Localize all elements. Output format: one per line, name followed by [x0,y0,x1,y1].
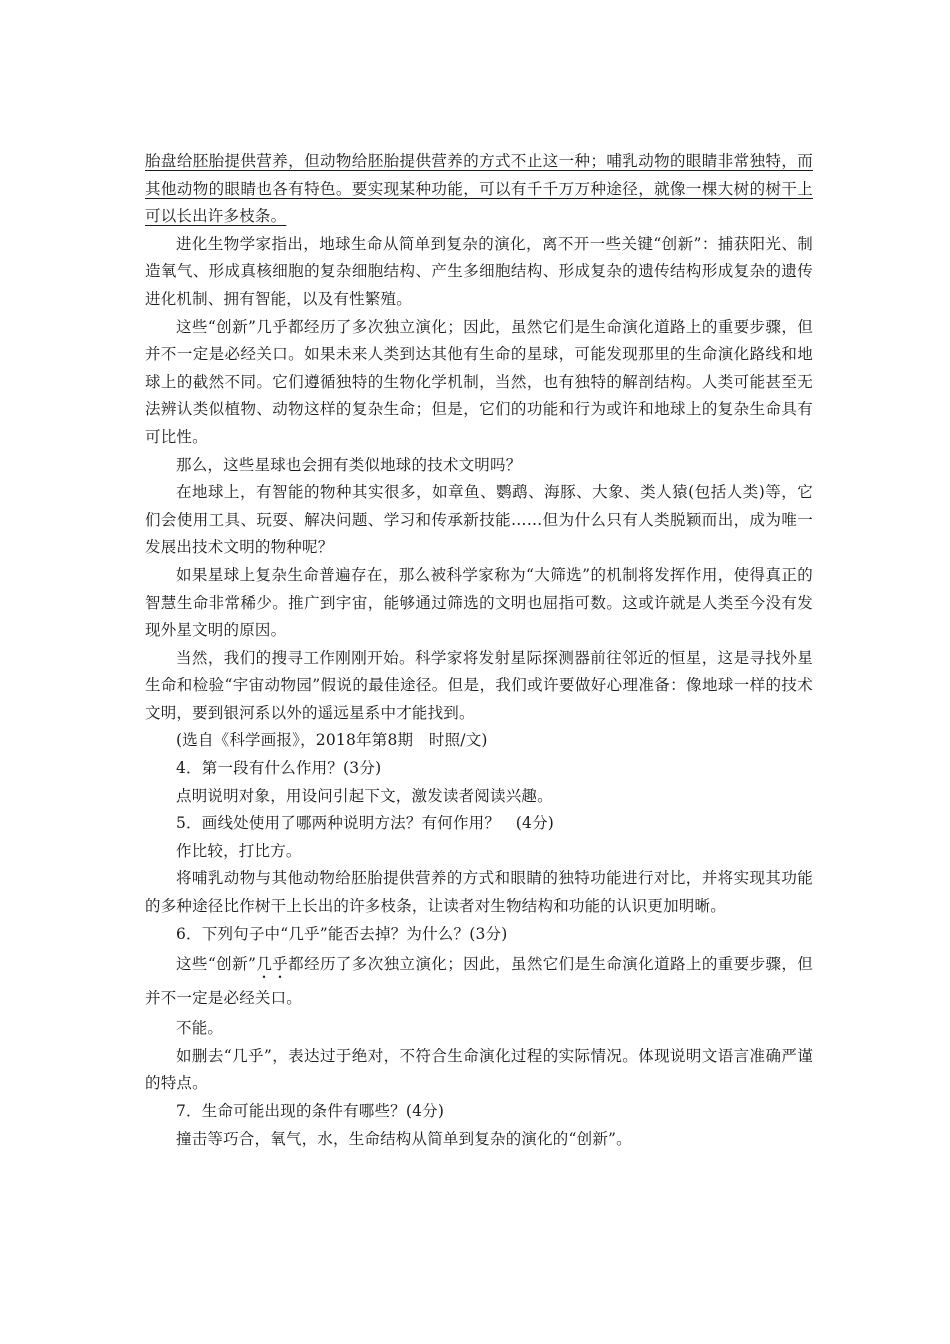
emphasized-word: 几乎 [256,955,289,974]
answer-5-methods: 作比较，打比方。 [176,841,302,860]
quote-after: 都经历了多次独立演化；因此，虽然它们是生命演化道路上的重要步骤，但并不一定是必经关口。 [145,955,813,1008]
answer-7: 撞击等巧合，氧气，水，生命结构从简单到复杂的演化的“创新”。 [176,1129,632,1148]
question-7: 7．生命可能出现的条件有哪些？(4分) [176,1102,445,1120]
question-6-quoted-sentence [145,948,813,1015]
document-page [145,148,813,1153]
paragraph-underlined-comparison [145,148,813,231]
underlined-text: 胎盘给胚胎提供营养，但动物给胚胎提供营养的方式不止这一种；哺乳动物的眼睛非常独特，而其他动物的眼睛也各有特色。要实现某种功能，可以有千千万万种途径，就像一棵大树的树干上可以长出许多枝条。 [145,152,813,226]
paragraph-great-filter: 如果星球上复杂生命普遍存在，那么被科学家称为“大筛选”的机制将发挥作用，使得真正的智慧生命非常稀少。推广到宇宙，能够通过筛选的文明也屈指可数。这或许就是人类至今没有发现外星文明的原因。 [145,565,813,640]
paragraph-question-civilization: 那么，这些星球也会拥有类似地球的技术文明吗？ [176,455,522,474]
answer-6-verdict: 不能。 [176,1019,224,1038]
paragraph-innovations: 进化生物学家指出，地球生命从简单到复杂的演化，离不开一些关键“创新”：捕获阳光、制造氧气、形成真核细胞的复杂细胞结构、产生多细胞结构、形成复杂的遗传结构形成复杂的遗传进化机制、拥有智能，以及有性繁殖。 [145,234,813,308]
answer-5-explanation: 将哺乳动物与其他动物给胚胎提供营养的方式和眼睛的独特功能进行对比，并将实现其功能的多种途径比作树干上长出的许多枝条，让读者对生物结构和功能的认识更加明晰。 [145,869,813,916]
paragraph-search-begins: 当然，我们的搜寻工作刚刚开始。科学家将发射星际探测器前往邻近的恒星，这是寻找外星生命和检验“宇宙动物园”假说的最佳途径。但是，我们或许要做好心理准备：像地球一样的技术文明，要到银河系以外的遥远星系中才能找到。 [145,648,813,722]
article-source: (选自《科学画报》，2018年第8期 时照/文) [176,731,488,750]
quote-before: 这些“创新” [176,955,257,974]
answer-4: 点明说明对象，用设问引起下文，激发读者阅读兴趣。 [176,786,553,805]
question-4: 4．第一段有什么作用？(3分) [176,759,382,778]
question-5: 5．画线处使用了哪两种说明方法？有何作用？ (4分) [176,814,555,833]
paragraph-independent-evolution: 这些“创新”几乎都经历了多次独立演化；因此，虽然它们是生命演化道路上的重要步骤，但并不一定是必经关口。如果未来人类到达其他有生命的星球，可能发现那里的生命演化路线和地球上的截然不同。它们遵循独特的生物化学机制，当然，也有独特的解剖结构。人类可能甚至无法辨认类似植物、动物这样的复杂生命；但是，它们的功能和行为或许和地球上的复杂生命具有可比性。 [145,317,813,446]
answer-6-explanation: 如删去“几乎”，表达过于绝对，不符合生命演化过程的实际情况。体现说明文语言准确严谨的特点。 [145,1046,813,1093]
question-6: 6．下列句子中“几乎”能否去掉？为什么？(3分) [176,924,508,943]
paragraph-intelligent-species: 在地球上，有智能的物种其实很多，如章鱼、鹦鹉、海豚、大象、类人猿(包括人类)等，它们会使用工具、玩耍、解决问题、学习和传承新技能……但为什么只有人类脱颖而出，成为唯一发展出技术文明的物种呢？ [145,483,813,557]
